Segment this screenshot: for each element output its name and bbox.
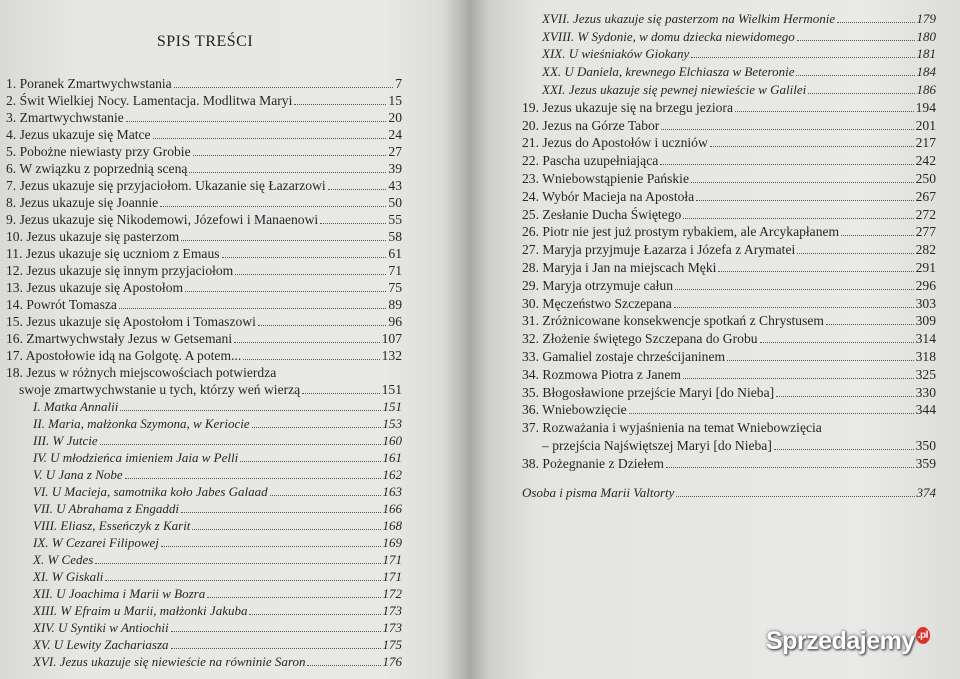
- toc-page-number: 58: [388, 229, 402, 244]
- toc-entry-title: 18. Jezus w różnych miejscowościach potwierdza: [6, 365, 277, 380]
- toc-entry: [522, 98, 936, 116]
- toc-page-number: 61: [388, 246, 402, 261]
- toc-entry: [522, 223, 936, 241]
- dot-leader: [222, 257, 387, 258]
- toc-entry: [522, 418, 936, 436]
- toc-entry-title: IV. U młodzieńca imieniem Jaia w Pelli: [33, 450, 239, 465]
- toc-entry: [522, 45, 936, 63]
- toc-right-page: [522, 9, 936, 501]
- dot-leader: [808, 93, 914, 94]
- toc-page-number: 39: [388, 161, 402, 176]
- toc-entry: [6, 177, 402, 194]
- dot-leader: [760, 342, 914, 343]
- dot-leader: [696, 200, 913, 201]
- toc-entry-title: VI. U Macieja, samotnika koło Jabes Galaad: [33, 484, 268, 499]
- dot-leader: [185, 291, 386, 292]
- toc-entry-title: II. Maria, małżonka Szymona, w Keriocie: [33, 416, 250, 431]
- dot-leader: [181, 512, 380, 513]
- toc-page-number: 330: [915, 384, 936, 400]
- dot-leader: [95, 563, 380, 564]
- toc-page-number: 160: [382, 433, 402, 448]
- toc-page-number: 318: [915, 348, 936, 364]
- toc-entry: [6, 211, 402, 228]
- dot-leader: [718, 271, 913, 272]
- toc-entry: [6, 415, 402, 432]
- toc-entry: [522, 258, 936, 276]
- toc-entry-title: XVI. Jezus ukazuje się niewieście na równinie Saron: [33, 654, 306, 669]
- toc-entry: [522, 312, 936, 330]
- toc-page-number: 194: [915, 99, 936, 115]
- toc-page-number: 309: [915, 313, 936, 329]
- toc-entry-title: 13. Jezus ukazuje się Apostołom: [6, 280, 184, 295]
- toc-entry-title: XI. W Giskali: [33, 569, 104, 584]
- page-title: SPIS TREŚCI: [156, 33, 254, 50]
- toc-page-number: 75: [388, 280, 402, 295]
- toc-page-number: 27: [388, 144, 402, 159]
- toc-page-number: 132: [381, 348, 402, 363]
- toc-page-number: 201: [915, 117, 936, 133]
- toc-page-number: 184: [916, 64, 936, 80]
- toc-entry-title: XIV. U Syntiki w Antiochii: [33, 620, 169, 635]
- toc-page-number: 282: [915, 242, 936, 258]
- toc-entry: [6, 551, 402, 568]
- toc-entry: [522, 116, 936, 134]
- toc-entry: [522, 240, 936, 258]
- dot-leader: [161, 546, 381, 547]
- toc-entry-title: I. Matka Annalii: [33, 399, 119, 414]
- toc-page-number: 350: [915, 437, 936, 453]
- toc-entry-title: XVIII. W Sydonie, w domu dziecka niewidomego: [542, 28, 795, 44]
- toc-entry: [522, 401, 936, 419]
- toc-page-number: 291: [915, 259, 936, 275]
- toc-page-number: 296: [915, 277, 936, 293]
- dot-leader: [691, 57, 914, 58]
- toc-entry: [522, 294, 936, 312]
- toc-entry: [6, 636, 402, 653]
- toc-entry: [522, 365, 936, 383]
- dot-leader: [302, 393, 379, 394]
- toc-entry: [6, 619, 402, 636]
- toc-entry: [6, 398, 402, 415]
- dot-leader: [676, 496, 914, 497]
- dot-leader: [105, 580, 380, 581]
- toc-entry-title-cont: – przejścia Najświętszej Maryi [do Nieba]: [542, 437, 772, 453]
- toc-entry: [6, 296, 402, 313]
- toc-entry: [6, 262, 402, 279]
- toc-entry: [6, 364, 402, 381]
- dot-leader: [797, 253, 913, 254]
- toc-entry-title: 38. Pożegnanie z Dziełem: [522, 455, 664, 471]
- toc-page-number: 89: [388, 297, 402, 312]
- toc-page-number: 163: [382, 484, 402, 499]
- dot-leader: [826, 324, 914, 325]
- toc-entry-title: XIII. W Efraim u Marii, małżonki Jakuba: [33, 603, 248, 618]
- toc-entry: [522, 27, 936, 45]
- dot-leader: [629, 413, 914, 414]
- dot-leader: [674, 307, 914, 308]
- toc-page-number: 173: [382, 603, 402, 618]
- toc-entry-title: 11. Jezus ukazuje się uczniom z Emaus: [6, 246, 220, 261]
- toc-page-number: 151: [382, 399, 402, 414]
- dot-leader: [691, 182, 914, 183]
- toc-entry-title: 3. Zmartwychwstanie: [6, 110, 124, 125]
- dot-leader: [181, 240, 386, 241]
- dot-leader: [207, 597, 380, 598]
- toc-page-number: 277: [915, 224, 936, 240]
- toc-page-number: 186: [916, 81, 936, 97]
- toc-entry: [6, 194, 402, 211]
- toc-entry: [522, 347, 936, 365]
- toc-entry: [522, 483, 936, 501]
- toc-entry: [522, 9, 936, 27]
- toc-entry: [6, 449, 402, 466]
- toc-entry-title: 35. Błogosławione przejście Maryi [do Nieba]: [522, 384, 775, 400]
- toc-entry-title: 9. Jezus ukazuje się Nikodemowi, Józefowi i Manaenowi: [6, 212, 319, 227]
- dot-leader: [294, 104, 386, 105]
- dot-leader: [307, 665, 380, 666]
- toc-page-number: 169: [382, 535, 402, 550]
- toc-entry-title: 29. Maryja otrzymuje całun: [522, 277, 673, 293]
- toc-entry-title: 14. Powrót Tomasza: [6, 297, 117, 312]
- toc-entry-title: 12. Jezus ukazuje się innym przyjaciołom: [6, 263, 234, 278]
- toc-entry: [6, 517, 402, 534]
- toc-entry: [6, 313, 402, 330]
- toc-entry: [6, 143, 402, 160]
- toc-entry: [522, 383, 936, 401]
- dot-leader: [119, 308, 386, 309]
- dot-leader: [270, 495, 381, 496]
- dot-leader: [796, 75, 914, 76]
- toc-entry-title-cont: swoje zmartwychwstanie u tych, którzy weń wierzą: [19, 382, 301, 397]
- dot-leader: [249, 614, 380, 615]
- toc-entry-title: 16. Zmartwychwstały Jezus w Getsemani: [6, 331, 233, 346]
- dot-leader: [258, 325, 387, 326]
- dot-leader: [797, 40, 915, 41]
- dot-leader: [192, 529, 380, 530]
- toc-entry: [6, 75, 402, 92]
- dot-leader: [234, 342, 379, 343]
- dot-leader: [735, 111, 914, 112]
- toc-page-number: 7: [395, 76, 402, 91]
- toc-entry-title: 28. Maryja i Jan na miejscach Męki: [522, 259, 717, 275]
- dot-leader: [683, 378, 914, 379]
- toc-entry-title: 24. Wybór Macieja na Apostoła: [522, 188, 695, 204]
- toc-entry: [6, 330, 402, 347]
- toc-entry-title: X. W Cedes: [33, 552, 94, 567]
- toc-page-number: 107: [381, 331, 402, 346]
- dot-leader: [660, 164, 913, 165]
- toc-entry-title: VIII. Eliasz, Esseńczyk z Karit: [33, 518, 191, 533]
- dot-leader: [727, 360, 914, 361]
- toc-page-number: 96: [388, 314, 402, 329]
- toc-page-number: 172: [382, 586, 402, 601]
- toc-page-number: 24: [388, 127, 402, 142]
- toc-entry-title: 6. W związku z poprzednią sceną: [6, 161, 188, 176]
- toc-page-number: 374: [916, 484, 936, 500]
- toc-entry: [6, 126, 402, 143]
- toc-entry: [6, 279, 402, 296]
- toc-page-number: 173: [382, 620, 402, 635]
- dot-leader: [710, 146, 914, 147]
- dot-leader: [125, 478, 381, 479]
- toc-page-number: 303: [915, 295, 936, 311]
- toc-page-number: 180: [916, 28, 936, 44]
- toc-page-number: 43: [388, 178, 402, 193]
- toc-page-number: 168: [382, 518, 402, 533]
- toc-entry: [6, 347, 402, 364]
- toc-page-number: 175: [382, 637, 402, 652]
- dot-leader: [774, 449, 914, 450]
- toc-entry: [6, 653, 402, 670]
- toc-page-number: 344: [915, 402, 936, 418]
- toc-entry: [6, 109, 402, 126]
- toc-entry-title: 15. Jezus ukazuje się Apostołom i Tomaszowi: [6, 314, 256, 329]
- toc-entry: [522, 169, 936, 187]
- toc-entry-title: 22. Pascha uzupełniająca: [522, 153, 659, 169]
- toc-page-number: 217: [915, 135, 936, 151]
- dot-leader: [243, 359, 379, 360]
- toc-entry-title: XX. U Daniela, krewnego Elchiasza w Beteronie: [542, 64, 795, 80]
- toc-entry-title: 10. Jezus ukazuje się pasterzom: [6, 229, 180, 244]
- dot-leader: [328, 189, 387, 190]
- toc-page-number: 171: [382, 569, 402, 584]
- toc-entry: [6, 228, 402, 245]
- dot-leader: [240, 461, 380, 462]
- dot-leader: [661, 129, 913, 130]
- watermark-text: Sprzedajemy: [766, 627, 915, 655]
- toc-entry: [522, 205, 936, 223]
- dot-leader: [171, 648, 381, 649]
- toc-page-number: 359: [915, 455, 936, 471]
- toc-entry-title: XVII. Jezus ukazuje się pasterzom na Wielkim Hermonie: [542, 10, 836, 26]
- toc-entry-title: 5. Pobożne niewiasty przy Grobie: [6, 144, 191, 159]
- toc-page-number: 162: [382, 467, 402, 482]
- watermark-suffix: .pl: [916, 627, 930, 644]
- toc-entry-title: 8. Jezus ukazuje się Joannie: [6, 195, 159, 210]
- toc-entry: [6, 602, 402, 619]
- toc-page-number: 151: [381, 382, 402, 397]
- dot-leader: [235, 274, 386, 275]
- toc-entry-title: XXI. Jezus ukazuje się pewnej niewieście w Galilei: [542, 81, 807, 97]
- toc-entry-title: 21. Jezus do Apostołów i uczniów: [522, 135, 708, 151]
- toc-entry-title: 23. Wniebowstąpienie Pańskie: [522, 170, 689, 186]
- toc-entry: [522, 276, 936, 294]
- toc-page-number: 272: [915, 206, 936, 222]
- toc-entry-title: 31. Zróżnicowane konsekwencje spotkań z Chrystusem: [522, 313, 825, 329]
- toc-entry-title: IX. W Cezarei Filipowej: [33, 535, 159, 550]
- dot-leader: [776, 396, 913, 397]
- toc-entry: [6, 160, 402, 177]
- toc-entry: [6, 483, 402, 500]
- toc-page-number: 20: [388, 110, 402, 125]
- dot-leader: [171, 631, 381, 632]
- toc-entry: [522, 80, 936, 98]
- dot-leader: [193, 155, 387, 156]
- toc-entry-title: 33. Gamaliel zostaje chrześcijaninem: [522, 348, 726, 364]
- toc-entry-title: XIX. U wieśniaków Giokany: [542, 46, 690, 62]
- dot-leader: [837, 22, 914, 23]
- dot-leader: [189, 172, 386, 173]
- toc-entry: [522, 454, 936, 472]
- toc-entry-title: 4. Jezus ukazuje się Matce: [6, 127, 151, 142]
- toc-entry-title: 26. Piotr nie jest już prostym rybakiem, ale Arcykapłanem: [522, 224, 840, 240]
- toc-entry: [6, 585, 402, 602]
- toc-entry: [522, 62, 936, 80]
- toc-entry: [6, 568, 402, 585]
- toc-entry-title: 7. Jezus ukazuje się przyjaciołom. Ukazanie się Łazarzowi: [6, 178, 326, 193]
- toc-entry: [522, 187, 936, 205]
- dot-leader: [120, 410, 380, 411]
- toc-entry-title: 37. Rozważania i wyjaśnienia na temat Wniebowzięcia: [522, 420, 822, 436]
- toc-entry-continuation: [6, 381, 402, 398]
- toc-entry: [6, 466, 402, 483]
- dot-leader: [100, 444, 381, 445]
- dot-leader: [252, 427, 381, 428]
- toc-entry-title: Osoba i pisma Marii Valtorty: [522, 484, 675, 500]
- toc-entry-title: III. W Jutcie: [33, 433, 98, 448]
- toc-entry-title: XV. U Lewity Zachariasza: [33, 637, 169, 652]
- toc-entry-title: 17. Apostołowie idą na Golgotę. A potem...: [6, 348, 242, 363]
- toc-entry: [522, 134, 936, 152]
- toc-page-number: 181: [916, 46, 936, 62]
- toc-entry: [522, 329, 936, 347]
- toc-entry-title: 25. Zesłanie Ducha Świętego: [522, 206, 682, 222]
- watermark-logo: [766, 627, 930, 656]
- dot-leader: [683, 218, 913, 219]
- toc-page-number: 325: [915, 366, 936, 382]
- dot-leader: [174, 87, 393, 88]
- toc-page-number: 242: [915, 153, 936, 169]
- toc-page-number: 50: [388, 195, 402, 210]
- toc-entry-continuation: [522, 436, 936, 454]
- toc-page-number: 314: [915, 331, 936, 347]
- toc-page-number: 250: [915, 170, 936, 186]
- dot-leader: [320, 223, 386, 224]
- toc-entry-title: 19. Jezus ukazuje się na brzegu jeziora: [522, 99, 733, 115]
- dot-leader: [153, 138, 387, 139]
- toc-entry-title: 36. Wniebowzięcie: [522, 402, 627, 418]
- toc-entry-title: 1. Poranek Zmartwychwstania: [6, 76, 172, 91]
- toc-page-number: 166: [382, 501, 402, 516]
- toc-page-number: 55: [388, 212, 402, 227]
- toc-page-number: 15: [388, 93, 402, 108]
- toc-entry-title: 20. Jezus na Górze Tabor: [522, 117, 660, 133]
- toc-entry-title: 34. Rozmowa Piotra z Janem: [522, 366, 681, 382]
- toc-entry-title: XII. U Joachima i Marii w Bozra: [33, 586, 206, 601]
- toc-entry: [6, 432, 402, 449]
- toc-page-number: 71: [388, 263, 402, 278]
- toc-entry: [6, 500, 402, 517]
- toc-entry-title: VII. U Abrahama z Engaddi: [33, 501, 180, 516]
- toc-entry-title: 30. Męczeństwo Szczepana: [522, 295, 672, 311]
- toc-page-number: 161: [382, 450, 402, 465]
- dot-leader: [126, 121, 387, 122]
- toc-page-number: 267: [915, 188, 936, 204]
- toc-left-page: [6, 75, 402, 670]
- toc-entry: [6, 92, 402, 109]
- toc-page-number: 171: [382, 552, 402, 567]
- toc-entry-title: 27. Maryja przyjmuje Łazarza i Józefa z Arymatei: [522, 242, 796, 258]
- toc-entry: [6, 534, 402, 551]
- dot-leader: [841, 235, 913, 236]
- dot-leader: [160, 206, 386, 207]
- toc-entry: [522, 151, 936, 169]
- toc-page-number: 153: [382, 416, 402, 431]
- toc-page-number: 179: [916, 10, 936, 26]
- toc-entry-title: 32. Złożenie świętego Szczepana do Grobu: [522, 331, 758, 347]
- toc-entry-title: 2. Świt Wielkiej Nocy. Lamentacja. Modlitwa Maryi: [6, 93, 293, 108]
- toc-entry-title: V. U Jana z Nobe: [33, 467, 123, 482]
- dot-leader: [666, 467, 914, 468]
- toc-entry: [6, 245, 402, 262]
- toc-page-number: 176: [382, 654, 402, 669]
- dot-leader: [675, 289, 914, 290]
